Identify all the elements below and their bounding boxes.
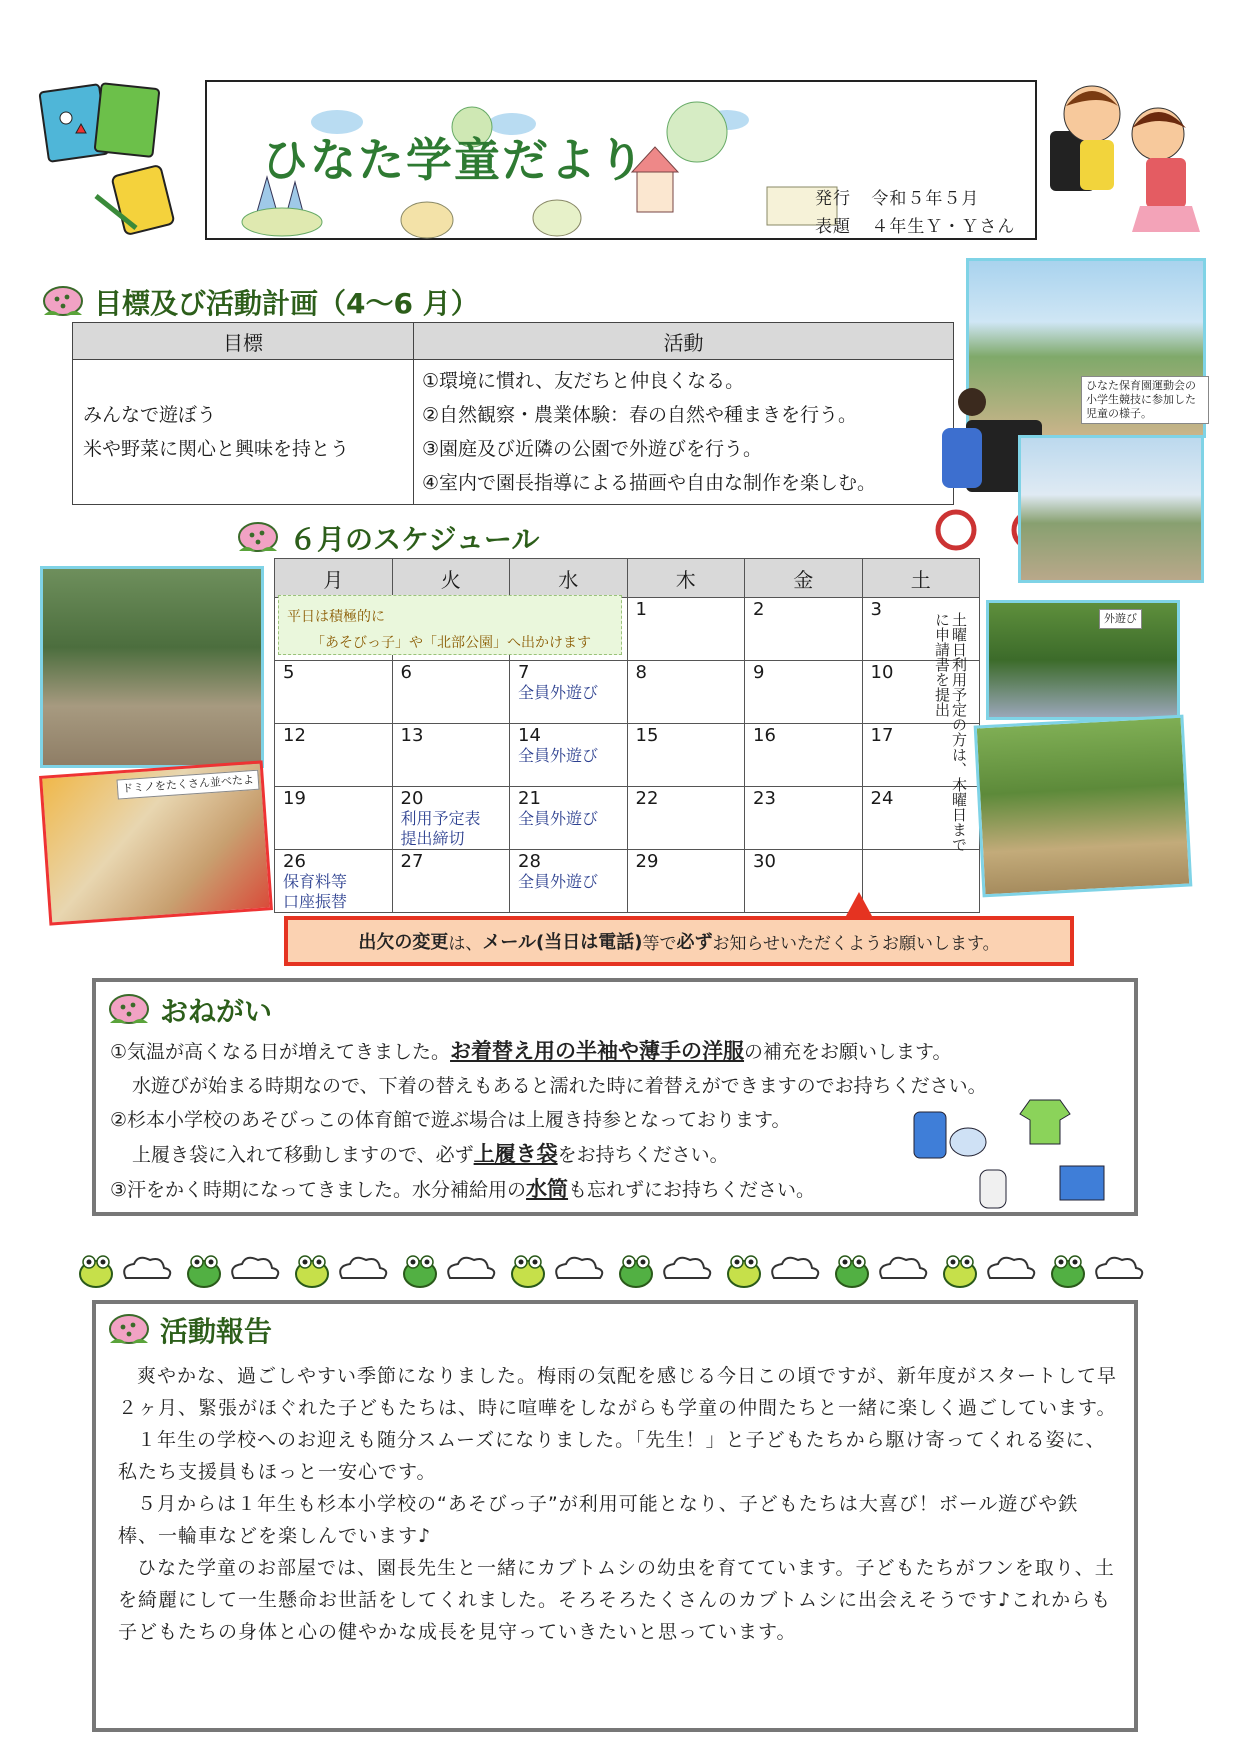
day-number: 10 — [870, 662, 894, 683]
cloud-icon — [124, 1258, 170, 1278]
textbooks-illustration — [36, 78, 191, 238]
playground-photo — [1018, 435, 1204, 583]
attendance-notice — [284, 916, 1074, 966]
day-number: 13 — [400, 725, 424, 746]
cloud-icon — [556, 1258, 602, 1278]
request-highlight: お着替え用の半袖や薄手の洋服 — [450, 1039, 745, 1063]
calendar-week-row — [275, 787, 980, 850]
day-number: 14 — [518, 725, 541, 746]
cover-value: ４年生Ｙ・Ｙさん — [871, 217, 1016, 237]
frog-icon — [188, 1256, 220, 1287]
weekday-header: 月 — [275, 559, 393, 598]
day-event: 全員外遊び — [518, 809, 599, 828]
calendar-day-cell — [627, 661, 745, 724]
activities-cell — [414, 360, 954, 505]
cloud-icon — [448, 1258, 494, 1278]
attendance-bold: 出欠の変更 — [358, 932, 449, 953]
request-text: も忘れずにお持ちください。 — [568, 1179, 816, 1201]
schedule-heading-text: ６月のスケジュール — [289, 523, 540, 556]
request-2: ②杉本小学校のあそびっこの体育館で遊ぶ場合は上履き持参となっております。 — [110, 1109, 791, 1131]
frog-icon — [296, 1256, 328, 1287]
calendar-day-cell — [745, 850, 863, 913]
activity-item: ④室内で園長指導による描画や自由な制作を楽しむ。 — [422, 472, 877, 494]
calendar-day-cell — [392, 661, 510, 724]
frog-icon — [80, 1256, 112, 1287]
report-heading — [106, 1310, 272, 1350]
goal-column-header: 目標 — [73, 323, 414, 360]
day-number: 8 — [635, 662, 647, 683]
day-number: 5 — [283, 662, 295, 683]
attendance-text: 等で — [642, 933, 677, 954]
calendar-day-cell — [275, 661, 393, 724]
calendar-day-cell — [627, 850, 745, 913]
weekday-header: 金 — [745, 559, 863, 598]
calendar-day-cell — [510, 724, 628, 787]
day-number: 2 — [753, 599, 765, 620]
calendar-day-cell — [392, 850, 510, 913]
weekday-outing-note — [278, 595, 622, 655]
day-number: 6 — [400, 662, 412, 683]
kids-running-photo — [974, 715, 1193, 898]
calendar-week-row — [275, 661, 980, 724]
calendar-day-cell — [392, 787, 510, 850]
calendar-day-cell — [745, 724, 863, 787]
request-1 — [110, 1034, 1120, 1069]
calendar-day-cell — [510, 850, 628, 913]
report-body — [118, 1360, 1118, 1648]
cloud-icon — [340, 1258, 386, 1278]
request-text: の補充をお願いします。 — [744, 1041, 952, 1063]
frog-cloud-divider — [70, 1244, 1170, 1294]
issued-label: 発行 — [815, 189, 851, 209]
report-paragraph: 爽やかな、過ごしやすい季節になりました。梅雨の気配を感じる今日この頃ですが、新年度がスタートして早２ヶ月、緊張がほぐれた子どもたちは、時に喧嘩をしながらも学童の仲間たちと一緒に楽しく過ごしています。 — [118, 1365, 1118, 1419]
report-paragraph: ５月からは１年生も杉本小学校の“あそびっ子”が利用可能となり、子どもたちは大喜び！ボール遊びや鉄棒、一輪車などを楽しんでいます♪ — [118, 1493, 1079, 1547]
cover-credit — [815, 212, 1015, 237]
requests-heading — [106, 990, 272, 1030]
day-number: 7 — [518, 662, 530, 683]
cloud-icon — [772, 1258, 818, 1278]
requests-box — [92, 978, 1138, 1216]
weekday-header: 火 — [392, 559, 510, 598]
request-text: ①気温が高くなる日が増えてきました。 — [110, 1041, 451, 1063]
day-number: 19 — [283, 788, 306, 809]
request-highlight: 上履き袋 — [473, 1142, 558, 1166]
domino-photo — [39, 760, 273, 925]
day-number: 9 — [753, 662, 765, 683]
activity-item: ③園庭及び近隣の公園で外遊びを行う。 — [422, 438, 763, 460]
schedule-heading — [235, 518, 539, 558]
cloud-icon — [664, 1258, 710, 1278]
attendance-text: は、 — [448, 933, 483, 954]
goals-table — [72, 322, 954, 505]
request-text: 上履き袋に入れて移動しますので、必ず — [132, 1144, 474, 1166]
cover-label: 表題 — [815, 217, 851, 237]
request-text: をお持ちください。 — [557, 1144, 729, 1166]
day-number: 21 — [518, 788, 541, 809]
request-1-detail: 水遊びが始まる時期なので、下着の替えもあると濡れた時に着替えができますのでお持ちください。 — [132, 1075, 987, 1097]
frog-icon — [944, 1256, 976, 1287]
day-number: 1 — [635, 599, 647, 620]
cloud-icon — [988, 1258, 1034, 1278]
flower-icon — [235, 521, 281, 555]
frog-icon — [512, 1256, 544, 1287]
newsletter-title: ひなた学童だより — [262, 133, 646, 187]
flower-icon — [106, 993, 152, 1027]
day-event: 全員外遊び — [518, 746, 599, 765]
activity-report-box — [92, 1300, 1138, 1732]
attendance-bold: 必ず — [676, 932, 713, 953]
day-number: 24 — [870, 788, 894, 809]
calendar-day-cell — [510, 787, 628, 850]
request-highlight: 水筒 — [526, 1177, 569, 1201]
day-event: 利用予定表 提出締切 — [400, 809, 481, 848]
cloud-icon — [880, 1258, 926, 1278]
weekday-header: 水 — [510, 559, 628, 598]
calendar-day-cell — [627, 787, 745, 850]
day-event: 全員外遊び — [518, 872, 599, 891]
requests-heading-text: おねがい — [160, 995, 273, 1028]
calendar-day-cell — [745, 598, 863, 661]
goals-heading — [40, 282, 479, 322]
issue-date — [815, 184, 979, 209]
request-text: ③汗をかく時期になってきました。水分補給用の — [110, 1179, 527, 1201]
report-heading-text: 活動報告 — [160, 1315, 273, 1348]
sports-day-caption: ひなた保育園運動会の小学生競技に参加した児童の様子。 — [1081, 376, 1209, 424]
activity-column-header: 活動 — [414, 323, 954, 360]
cloud-icon — [232, 1258, 278, 1278]
issued-value: 令和５年５月 — [871, 189, 980, 209]
attendance-bold: メール(当日は電話) — [482, 932, 643, 953]
calendar-day-cell — [275, 850, 393, 913]
day-event: 保育料等 口座振替 — [283, 872, 348, 911]
calendar-day-cell — [392, 724, 510, 787]
attention-pointer — [846, 892, 872, 916]
clothes-illustration — [910, 1100, 1120, 1212]
outdoor-play-photo — [986, 600, 1180, 720]
day-number: 26 — [283, 851, 306, 872]
outing-note-line1: 平日は積極的に — [287, 609, 385, 625]
weekday-header: 木 — [627, 559, 745, 598]
day-number: 30 — [753, 851, 776, 872]
frog-icon — [620, 1256, 652, 1287]
attendance-text: お知らせいただくようお願いします。 — [712, 933, 1000, 954]
calendar-day-cell — [275, 724, 393, 787]
flower-icon — [106, 1313, 152, 1347]
domino-caption: ドミノをたくさん並べたよ — [116, 770, 259, 800]
frog-icon — [728, 1256, 760, 1287]
day-number: 15 — [635, 725, 659, 746]
report-paragraph: １年生の学校へのお迎えも随分スムーズになりました。「先生！」と子どもたちから駆け寄ってくれる姿に、私たち支援員もほっと一安心です。 — [118, 1429, 1106, 1483]
day-number: 23 — [753, 788, 776, 809]
day-number: 28 — [518, 851, 541, 872]
frog-icon — [1052, 1256, 1084, 1287]
day-number: 27 — [400, 851, 424, 872]
day-number: 29 — [635, 851, 659, 872]
day-number: 16 — [753, 725, 776, 746]
frog-icon — [404, 1256, 436, 1287]
calendar-day-cell — [745, 661, 863, 724]
day-number: 17 — [870, 725, 894, 746]
goal-item: 米や野菜に関心と興味を持とう — [83, 438, 350, 460]
day-number: 12 — [283, 725, 306, 746]
calendar-week-row — [275, 724, 980, 787]
calendar-day-cell — [627, 598, 745, 661]
day-number: 22 — [635, 788, 659, 809]
day-number: 3 — [870, 599, 882, 620]
outdoor-caption: 外遊び — [1099, 609, 1142, 629]
flower-icon — [40, 285, 86, 319]
calendar-day-cell — [745, 787, 863, 850]
report-paragraph: ひなた学童のお部屋では、園長先生と一緒にカブトムシの幼虫を育てています。子どもたちがフンを取り、土を綺麗にして一生懸命お世話をしてくれました。そろそろたくさんのカブトムシに出会えそうです♪これからも子どもたちの身体と心の健やかな成長を見守っていきたいと思っています。 — [118, 1557, 1115, 1643]
children-illustration — [1040, 76, 1210, 236]
saturday-application-note: 土曜日利用予定の方は、木曜日までに申請書を提出 — [933, 612, 968, 852]
day-number: 20 — [400, 788, 424, 809]
frog-icon — [836, 1256, 868, 1287]
calendar-day-cell — [627, 724, 745, 787]
calendar-day-cell — [510, 661, 628, 724]
newsletter-header — [205, 80, 1037, 240]
activity-item: ②自然観察・農業体験：春の自然や種まきを行う。 — [422, 404, 858, 426]
park-photo — [40, 566, 264, 768]
weekday-header: 土 — [862, 559, 980, 598]
goals-cell — [73, 360, 414, 505]
outing-note-line2: 「あそびっ子」や「北部公園」へ出かけます — [311, 635, 591, 651]
cloud-icon — [1096, 1258, 1142, 1278]
day-event: 全員外遊び — [518, 683, 599, 702]
calendar-week-row — [275, 850, 980, 913]
calendar-day-cell — [275, 787, 393, 850]
goal-item: みんなで遊ぼう — [83, 404, 217, 426]
activity-item: ①環境に慣れ、友だちと仲良くなる。 — [422, 370, 745, 392]
goals-heading-text: 目標及び活動計画（4〜6 月） — [94, 287, 479, 320]
